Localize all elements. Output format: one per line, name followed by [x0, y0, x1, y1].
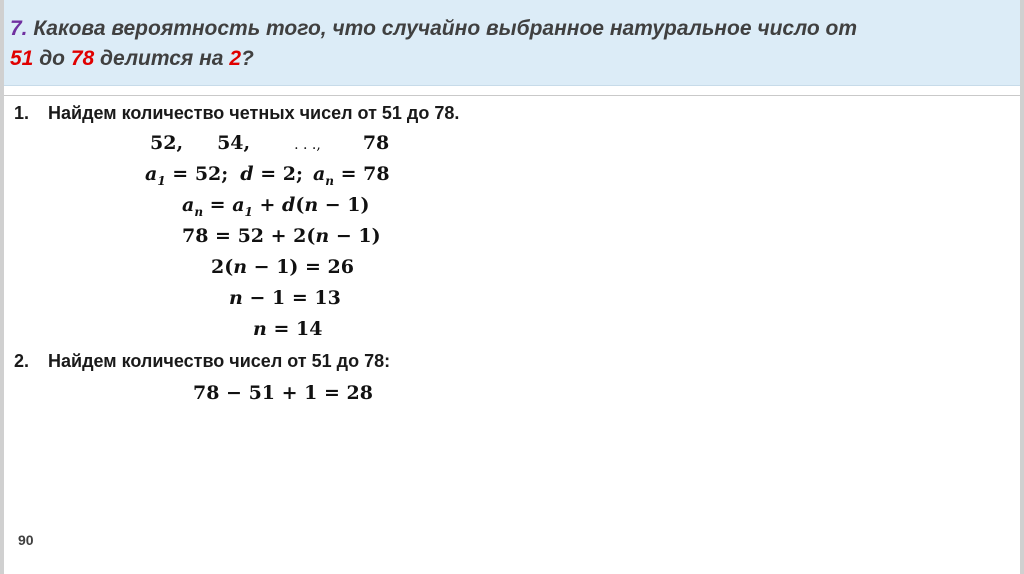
math-line-8: 78 − 51 + 1 = 28 — [193, 382, 373, 404]
line4-post: − 1) — [329, 225, 381, 247]
line5-post: − 1) = 26 — [247, 256, 354, 278]
range-from: 51 — [10, 47, 34, 70]
formula-open: ( — [295, 194, 305, 216]
divisor: 2 — [229, 47, 242, 70]
math-line-5 — [211, 256, 354, 278]
formula-plus: + — [252, 194, 283, 216]
line7-n: n — [253, 318, 267, 340]
formula-a: a — [182, 194, 195, 216]
formula-rest: − 1) — [318, 194, 370, 216]
seq-term-last: 78 — [362, 132, 390, 154]
step-number: 1. — [14, 103, 30, 123]
formula-sub-1: 1 — [244, 204, 253, 219]
formula-a1: a — [232, 194, 245, 216]
seq-term-2: 54, — [217, 132, 251, 154]
title-text: Какова вероятность того, что случайно выбранное натуральное число от — [27, 17, 858, 40]
range-to: 78 — [70, 47, 95, 70]
var-a: a — [145, 163, 158, 185]
math-params — [145, 163, 390, 188]
page-number: 90 — [18, 532, 34, 548]
seq-dots: . . ., — [294, 137, 321, 153]
d-value: = 2; — [253, 163, 303, 185]
right-edge — [1020, 0, 1024, 574]
step-text: Найдем количество четных чисел от 51 до 78. — [48, 103, 460, 123]
line4-pre: 78 = 52 + 2( — [182, 225, 316, 247]
slide-title — [4, 0, 1020, 86]
formula-d: d — [282, 194, 296, 216]
step-1 — [14, 103, 459, 124]
math-sequence — [150, 132, 389, 154]
title-end: ? — [241, 47, 254, 70]
an-value: = 78 — [334, 163, 390, 185]
var-d: d — [240, 163, 254, 185]
math-formula — [182, 194, 370, 219]
title-mid2: делится на — [94, 47, 230, 70]
line5-n: n — [233, 256, 248, 278]
var-an: a — [312, 163, 326, 185]
step-text: Найдем количество чисел от 51 до 78: — [48, 351, 391, 371]
formula-sub-n: n — [194, 204, 204, 219]
line5-pre: 2( — [211, 256, 234, 278]
sub-n: n — [325, 173, 335, 188]
problem-number: 7. — [10, 17, 28, 40]
math-line-6 — [229, 287, 341, 309]
seq-term-1: 52, — [150, 132, 184, 154]
sub-1: 1 — [157, 173, 166, 188]
line4-n: n — [315, 225, 330, 247]
step-number: 2. — [14, 351, 30, 371]
formula-n: n — [304, 194, 319, 216]
a1-value: = 52; — [165, 163, 229, 185]
title-mid1: до — [33, 47, 71, 70]
line7-post: = 14 — [266, 318, 323, 340]
line6-post: − 1 = 13 — [242, 287, 341, 309]
left-edge — [0, 0, 4, 574]
math-line-7 — [253, 318, 322, 340]
line6-n: n — [229, 287, 243, 309]
formula-eq: = — [203, 194, 233, 216]
step-2 — [14, 351, 390, 372]
divider — [4, 95, 1020, 96]
math-line-4 — [182, 225, 381, 247]
